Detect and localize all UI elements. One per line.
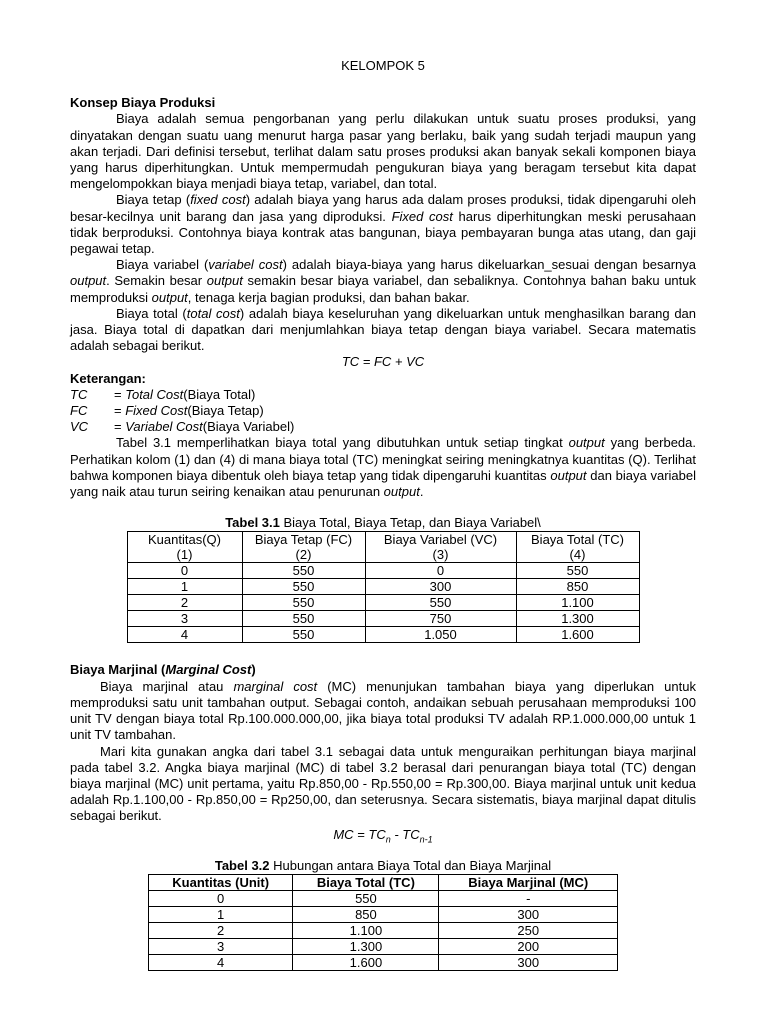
table-cell: 550 — [242, 563, 365, 579]
table-3-1 — [127, 531, 640, 643]
column-header — [516, 532, 639, 563]
table-cell: 1 — [149, 906, 293, 922]
table-row — [127, 579, 639, 595]
table-cell: 300 — [439, 906, 618, 922]
table-3-1-caption — [70, 515, 696, 531]
ket-eq: = — [114, 386, 122, 402]
ket-eq: = — [114, 419, 122, 435]
keterangan-item-tc — [70, 387, 696, 403]
table-cell: 0 — [149, 890, 293, 906]
table-cell: 1.300 — [516, 611, 639, 627]
formula-subscript: n-1 — [419, 834, 433, 845]
text-run: Biaya total ( — [116, 305, 187, 321]
text-run-italic: output — [383, 484, 420, 500]
text-run: ) adalah biaya-biaya yang harus dikeluarkan_sesuai dengan besarnya — [282, 257, 696, 273]
text-run-italic: output — [151, 289, 188, 305]
table-row — [127, 611, 639, 627]
table-cell: 1 — [127, 579, 242, 595]
text-run-italic: variabel cost — [208, 257, 283, 273]
text-run: , tenaga kerja bagian produksi, dan bahan bakar. — [187, 289, 470, 305]
table-3-2 — [148, 874, 618, 971]
table-cell: 2 — [149, 922, 293, 938]
text-run: harus diperhitungkan meski perusahaan tidak berproduksi. Contohnya biaya kontrak atas bangunan, biaya pembayaran bunga atas utang, dan gaji pegawai tetap. — [70, 208, 696, 257]
table-cell: 550 — [365, 595, 516, 611]
table-row — [127, 595, 639, 611]
formula-subscript: n — [385, 834, 391, 845]
text-run: ) adalah biaya yang harus ada dalam proses produksi, tidak dipengaruhi oleh besar-kecilnya unit barang dan jasa yang diproduksi. — [70, 192, 696, 224]
ket-abbr: VC — [70, 419, 89, 435]
text-run-italic: output — [206, 273, 243, 289]
formula-part: MC = TC — [333, 826, 386, 842]
text-run-italic: Fixed cost — [391, 208, 453, 224]
column-header — [365, 532, 516, 563]
table-cell: 250 — [439, 922, 618, 938]
text-run-italic: total cost — [186, 305, 240, 321]
ket-abbr: FC — [70, 403, 88, 419]
header-label: Biaya Total (TC) — [531, 532, 624, 548]
header-number: (4) — [569, 547, 586, 563]
column-header: Kuantitas (Unit) — [149, 874, 293, 890]
formula-mc — [70, 827, 696, 843]
ket-eq: = — [114, 403, 122, 419]
text-run: Biaya marjinal atau — [100, 678, 234, 694]
table-row — [149, 906, 618, 922]
table-cell: 1.050 — [365, 627, 516, 643]
table-cell: - — [439, 890, 618, 906]
ket-term: Fixed Cost — [125, 403, 188, 419]
caption-label: Tabel 3.2 — [214, 857, 270, 873]
table-row — [149, 954, 618, 970]
table-cell: 850 — [293, 906, 439, 922]
ket-desc: (Biaya Variabel) — [202, 419, 295, 435]
text-run: . Semakin besar — [106, 273, 207, 289]
column-header — [242, 532, 365, 563]
paragraph-biaya-variabel — [70, 257, 696, 306]
ket-abbr: TC — [70, 386, 88, 402]
text-run-italic: output — [70, 273, 107, 289]
table-3-2-caption — [70, 858, 696, 874]
table-cell: 750 — [365, 611, 516, 627]
caption-text: Biaya Total, Biaya Tetap, dan Biaya Variabel\ — [279, 515, 541, 531]
document-heading: KELOMPOK 5 — [341, 58, 425, 73]
table-cell: 3 — [149, 938, 293, 954]
ket-desc: (Biaya Total) — [183, 386, 256, 402]
header-label: Biaya Variabel (VC) — [383, 532, 498, 548]
table-cell: 1.100 — [293, 922, 439, 938]
table-cell: 1.100 — [516, 595, 639, 611]
header-number: (1) — [176, 547, 193, 563]
table-cell: 300 — [365, 579, 516, 595]
column-header — [127, 532, 242, 563]
ket-term: Variabel Cost — [125, 419, 203, 435]
paragraph-perhitungan-mc: Mari kita gunakan angka dari tabel 3.1 sebagai data untuk menguraikan perhitungan biaya marjinal pada tabel 3.2. Angka biaya marjinal (MC) di tabel 3.2 berasal dari penurangan biaya total (TC) dengan biaya marjinal (MC) unit pertama, yaitu Rp.850,00 - Rp.550,00 = Rp.300,00. Biaya marjinal untuk unit kedua adalah Rp.1.100,00 - Rp.850,00 = Rp250,00, dan seterusnya. Secara sistematis, biaya marjinal dapat ditulis sebagai berikut. — [70, 743, 696, 824]
text-run-italic: output — [568, 435, 605, 451]
table-row — [127, 563, 639, 579]
formula-part: - TC — [390, 826, 420, 842]
paragraph-biaya-marjinal — [70, 679, 696, 744]
table-cell: 550 — [242, 579, 365, 595]
keterangan-title: Keterangan: — [70, 370, 146, 386]
text-run: dan biaya variabel yang naik atau turun seiring kenaikan atau penurunan — [70, 467, 696, 500]
text-run-italic: Marginal Cost — [165, 662, 252, 678]
header-number: (3) — [432, 547, 449, 563]
paragraph-tabel-3-1 — [70, 435, 696, 500]
table-row — [127, 627, 639, 643]
table-header-row — [149, 874, 618, 890]
header-label: Biaya Tetap (FC) — [254, 532, 353, 548]
table-header-row — [127, 532, 639, 563]
text-run: Biaya Marjinal ( — [70, 662, 166, 678]
table-cell: 200 — [439, 938, 618, 954]
table-cell: 2 — [127, 595, 242, 611]
table-cell: 0 — [365, 563, 516, 579]
text-run: Biaya variabel ( — [116, 257, 209, 273]
text-run: . — [419, 484, 424, 500]
keterangan-item-vc — [70, 419, 696, 435]
table-cell: 850 — [516, 579, 639, 595]
text-run: (MC) menunjukan tambahan biaya yang diperlukan untuk memproduksi satu unit tambahan output. Sebagai contoh, andaikan sebuah perusahaan memproduksi 100 unit TV dengan biaya total Rp.100.000.000,00, jika biaya total produksi TV adalah RP.1.000.000,00 untuk 1 unit TV tambahan. — [70, 678, 696, 743]
table-cell: 4 — [127, 627, 242, 643]
table-cell: 300 — [439, 954, 618, 970]
table-cell: 0 — [127, 563, 242, 579]
column-header: Biaya Total (TC) — [293, 874, 439, 890]
table-row — [149, 922, 618, 938]
section-title-biaya-marjinal — [70, 662, 696, 678]
caption-label: Tabel 3.1 — [225, 515, 280, 531]
text-run: ) — [251, 662, 256, 678]
keterangan-item-fc — [70, 403, 696, 419]
text-run: ) adalah biaya keseluruhan yang dikeluarkan untuk menghasilkan barang dan jasa. Biaya total di dapatkan dari menjumlahkan biaya tetap dengan biaya variabel. Secara matematis adalah sebagai berikut. — [70, 305, 697, 354]
section-title-biaya-produksi: Konsep Biaya Produksi — [70, 95, 216, 111]
table-cell: 1.600 — [293, 954, 439, 970]
text-run-italic: marginal cost — [233, 678, 318, 694]
text-run: semakin besar biaya variabel, dan sebaliknya. Contohnya bahan baku untuk memproduksi — [70, 273, 696, 305]
table-cell: 550 — [242, 611, 365, 627]
header-label: Kuantitas(Q) — [148, 532, 221, 548]
paragraph-definisi-biaya: Biaya adalah semua pengorbanan yang perlu dilakukan untuk suatu proses produksi, yang dinyatakan dengan suatu uang menurut harga pasar yang berlaku, baik yang sudah terjadi maupun yang akan terjadi. Dari definisi tersebut, terlihat dalam satu proses produksi akan banyak sekali komponen biaya yang harus diperhitungkan. Untuk mempermudah pengukuran biaya yang beragam tersebut kita dapat mengelompokkan biaya menjadi biaya tetap, variabel, dan total. — [70, 111, 696, 192]
ket-term: Total Cost — [125, 386, 184, 402]
column-header: Biaya Marjinal (MC) — [439, 874, 618, 890]
table-row — [149, 890, 618, 906]
table-cell: 1.300 — [293, 938, 439, 954]
keterangan-list — [70, 387, 696, 436]
table-cell: 550 — [293, 890, 439, 906]
caption-text: Hubungan antara Biaya Total dan Biaya Marjinal — [269, 857, 552, 873]
table-cell: 550 — [242, 595, 365, 611]
table-cell: 4 — [149, 954, 293, 970]
document-page — [70, 58, 696, 971]
formula-tc: TC = FC + VC — [341, 354, 425, 370]
text-run: Tabel 3.1 memperlihatkan biaya total yang dibutuhkan untuk setiap tingkat — [116, 435, 569, 451]
table-row — [149, 938, 618, 954]
header-number: (2) — [295, 547, 312, 563]
text-run-italic: output — [550, 467, 587, 483]
paragraph-biaya-tetap — [70, 192, 696, 257]
ket-desc: (Biaya Tetap) — [187, 403, 264, 419]
table-cell: 550 — [242, 627, 365, 643]
text-run-italic: fixed cost — [190, 192, 246, 208]
table-cell: 1.600 — [516, 627, 639, 643]
text-run: Biaya tetap ( — [116, 192, 191, 208]
table-cell: 3 — [127, 611, 242, 627]
paragraph-biaya-total — [70, 306, 696, 355]
text-run: yang berbeda. Perhatikan kolom (1) dan (4) di mana biaya total (TC) meningkat seiring meningkatnya kuantitas (Q). Terlihat bahwa komponen biaya dibentuk oleh biaya tetap yang tidak dipengaruhi kuantitas — [70, 435, 697, 483]
table-cell: 550 — [516, 563, 639, 579]
